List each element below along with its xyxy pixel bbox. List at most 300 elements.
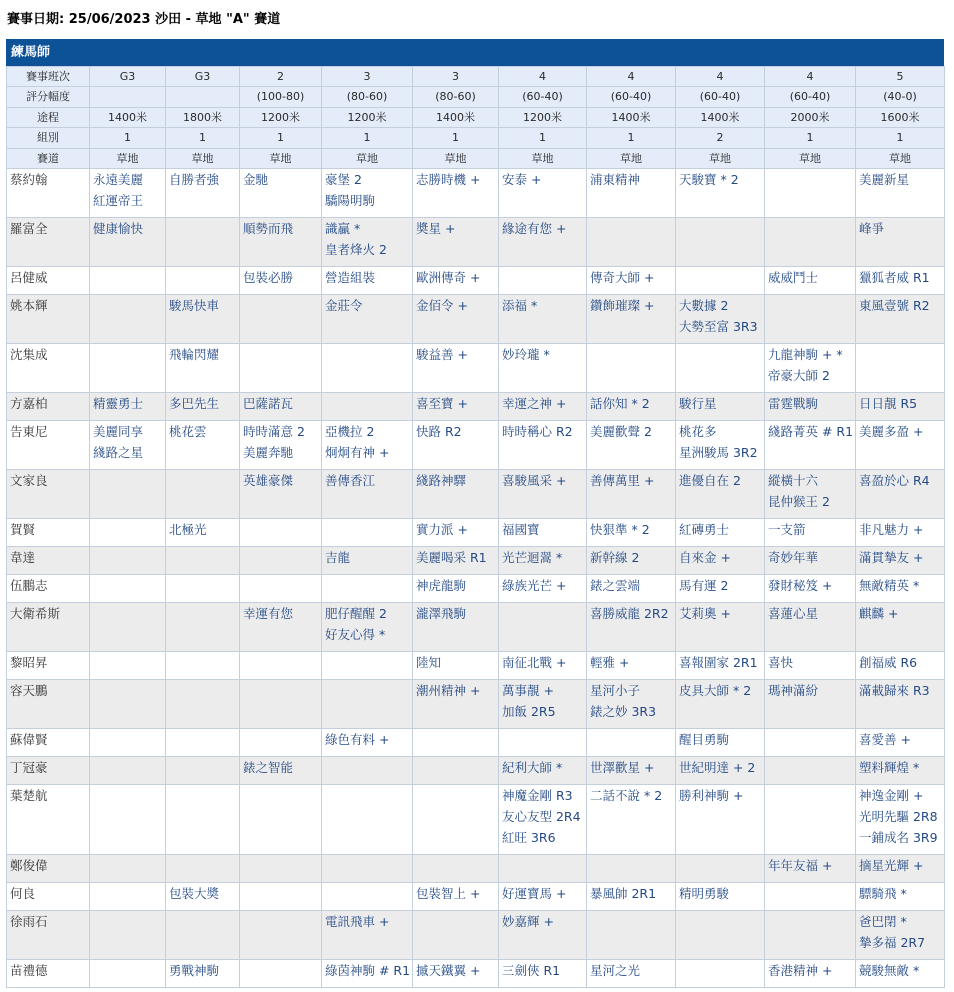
race-entry-cell [166,470,240,519]
race-entry-cell [413,470,499,519]
horse-link[interactable]: 競駿無敵 * [859,963,920,979]
trainer-name: 葉楚航 [7,785,90,855]
rating-range-cell [166,87,240,107]
horse-link[interactable]: 綫路菁英 # R1 [768,424,854,440]
horse-link[interactable]: 錶之妙 3R3 [590,704,657,720]
race-group-cell: 1 [322,128,413,148]
race-entry-cell [856,603,945,652]
rating-range-cell [90,87,166,107]
race-entry-cell [676,295,765,344]
horse-link[interactable]: 加飯 2R5 [502,704,556,720]
horse-link[interactable]: 進優自在 2 [679,473,741,489]
horse-link[interactable]: 幸運之神 + [502,396,567,412]
race-entry-cell [413,855,499,883]
race-entry-cell [676,603,765,652]
horse-link[interactable]: 麒麟 + [859,606,899,622]
race-entry-cell [676,911,765,960]
race-entry-cell [856,421,945,470]
race-entry-cell [587,603,676,652]
horse-link[interactable]: 歐洲傳奇 + [416,270,481,286]
race-entry-cell [499,169,587,218]
race-entry-cell [765,547,856,575]
horse-link[interactable]: 滿載歸來 R3 [859,683,930,699]
race-entry-cell [765,575,856,603]
race-entry-cell [856,519,945,547]
trainer-row [7,680,945,729]
race-entry-cell [499,652,587,680]
race-entry-cell [587,218,676,267]
horse-link[interactable]: 三劍俠 R1 [502,963,561,979]
horse-link[interactable]: 星河之光 [590,963,641,979]
horse-link[interactable]: 威威鬥士 [768,270,819,286]
horse-link[interactable]: 喜愛善 + [859,732,911,748]
race-entry-cell [856,855,945,883]
race-entry-cell [765,267,856,295]
trainer-row [7,547,945,575]
horse-link[interactable]: 電訊飛車 + [325,914,390,930]
horse-link[interactable]: 實力派 + [416,522,468,538]
race-distance-cell: 2000米 [765,107,856,127]
race-entry-cell [856,680,945,729]
race-entry-cell [322,729,413,757]
horse-link[interactable]: 二話不說 * 2 [590,788,663,804]
race-entry-cell [499,344,587,393]
race-entry-cell [499,603,587,652]
race-entry-cell [90,470,166,519]
horse-link[interactable]: 桃花雲 [169,424,207,440]
trainer-panel [6,39,944,988]
horse-link[interactable]: 包裝智上 + [416,886,481,902]
horse-link[interactable]: 縱橫十六 [768,473,819,489]
race-entry-cell [676,519,765,547]
horse-link[interactable]: 浦東精神 [590,172,641,188]
race-class-cell: 4 [587,67,676,87]
race-entry-cell [322,575,413,603]
trainer-row [7,757,945,785]
horse-link[interactable]: 桃花多 [679,424,717,440]
race-entry-cell [240,785,322,855]
horse-link[interactable]: 錶之雲端 [590,578,641,594]
race-track-cell: 草地 [587,148,676,168]
race-entry-cell [587,470,676,519]
race-entry-cell [90,295,166,344]
trainer-name: 羅富全 [7,218,90,267]
horse-link[interactable]: 駿行星 [679,396,717,412]
race-entry-cell [856,547,945,575]
rating-range-cell: (60-40) [499,87,587,107]
horse-link[interactable]: 瀧澤飛駒 [416,606,467,622]
race-entry-cell [676,757,765,785]
horse-link[interactable]: 傳奇大師 + [590,270,655,286]
horse-link[interactable]: 永遠美麗 [93,172,144,188]
race-entry-cell [413,547,499,575]
horse-link[interactable]: 喜至寶 + [416,396,468,412]
horse-link[interactable]: 話你知 * 2 [590,396,650,412]
horse-link[interactable]: 緣途有您 + [502,221,567,237]
horse-link[interactable]: 時時稱心 R2 [502,424,573,440]
trainer-row [7,519,945,547]
race-entry-cell [676,393,765,421]
horse-link[interactable]: 瑪神滿紛 [768,683,819,699]
horse-link[interactable]: 駿益善 + [416,347,468,363]
horse-link[interactable]: 峰爭 [859,221,885,237]
horse-link[interactable]: 幸運有您 [243,606,294,622]
race-entry-cell [240,680,322,729]
horse-link[interactable]: 南征北戰 + [502,655,567,671]
horse-link[interactable]: 香港精神 + [768,963,833,979]
race-entry-cell [765,911,856,960]
race-entry-cell [587,344,676,393]
race-entry-cell [413,729,499,757]
race-entry-cell [765,729,856,757]
horse-link[interactable]: 北極光 [169,522,207,538]
horse-link[interactable]: 非凡魅力 + [859,522,924,538]
horse-link[interactable]: 妙嘉輝 + [502,914,554,930]
race-entry-cell [413,575,499,603]
horse-link[interactable]: 星河小子 [590,683,641,699]
horse-link[interactable]: 神魔金剛 R3 [502,788,573,804]
horse-link[interactable]: 自來金 + [679,550,731,566]
horse-link[interactable]: 奬星 + [416,221,456,237]
horse-link[interactable]: 順勢而飛 [243,221,294,237]
race-entry-cell [90,603,166,652]
race-track-cell: 草地 [676,148,765,168]
race-entry-cell [587,680,676,729]
horse-link[interactable]: 健康愉快 [93,221,144,237]
race-entry-cell [240,575,322,603]
horse-link[interactable]: 摘星光輝 + [859,858,924,874]
horse-link[interactable]: 善傳萬里 + [590,473,655,489]
race-entry-cell [90,547,166,575]
horse-link[interactable]: 福國寶 [502,522,540,538]
horse-link[interactable]: 艾莉奧 + [679,606,731,622]
race-class-cell: 4 [765,67,856,87]
horse-link[interactable]: 美麗奔馳 [243,445,294,461]
horse-link[interactable]: 肥仔醒醒 2 [325,606,387,622]
race-entry-cell [90,344,166,393]
horse-link[interactable]: 神逸金剛 + [859,788,924,804]
race-entry-cell [587,757,676,785]
horse-link[interactable]: 紅運帝王 [93,193,144,209]
horse-link[interactable]: 好運寶馬 + [502,886,567,902]
horse-link[interactable]: 發財秘笈 + [768,578,833,594]
horse-link[interactable]: 陸知 [416,655,442,671]
horse-link[interactable]: 金馳 [243,172,269,188]
race-class-cell: 4 [676,67,765,87]
horse-link[interactable]: 日日靚 R5 [859,396,918,412]
horse-link[interactable]: 快狠準 * 2 [590,522,650,538]
horse-link[interactable]: 巴薩諾瓦 [243,396,294,412]
race-entry-cell [676,267,765,295]
horse-link[interactable]: 綠茵神駒 # R1 [325,963,411,979]
horse-link[interactable]: 驕陽明駒 [325,193,376,209]
race-entry-cell [240,652,322,680]
trainer-name: 容天鵬 [7,680,90,729]
race-entry-cell [856,785,945,855]
race-entry-cell [499,421,587,470]
race-entry-cell [856,218,945,267]
horse-link[interactable]: 喜勝威龍 2R2 [590,606,669,622]
trainer-row [7,421,945,470]
trainer-row [7,344,945,393]
horse-link[interactable]: 善傳香江 [325,473,376,489]
race-entry-cell [322,295,413,344]
header-row-rating-range [7,87,945,107]
race-entry-cell [413,652,499,680]
race-entry-cell [240,883,322,911]
horse-link[interactable]: 雷霆戰駒 [768,396,819,412]
race-entry-cell [166,652,240,680]
race-entry-cell [676,855,765,883]
horse-link[interactable]: 精靈勇士 [93,396,144,412]
race-entry-cell [166,295,240,344]
race-entry-cell [765,883,856,911]
race-entry-cell [90,267,166,295]
horse-link[interactable]: 東風壹號 R2 [859,298,930,314]
race-entry-cell [499,295,587,344]
horse-link[interactable]: 綠族光芒 + [502,578,567,594]
horse-link[interactable]: 馬有運 2 [679,578,729,594]
race-track-cell: 草地 [240,148,322,168]
trainer-name: 何良 [7,883,90,911]
race-entry-cell [856,169,945,218]
horse-link[interactable]: 勇戰神駒 [169,963,220,979]
race-entry-cell [240,218,322,267]
trainer-name: 賀賢 [7,519,90,547]
horse-link[interactable]: 年年友福 + [768,858,833,874]
horse-link[interactable]: 添福 * [502,298,538,314]
horse-link[interactable]: 自勝者強 [169,172,220,188]
race-entry-cell [587,393,676,421]
horse-link[interactable]: 美麗同享 [93,424,144,440]
race-entry-cell [499,393,587,421]
horse-link[interactable]: 一鋪成名 3R9 [859,830,938,846]
rating-range-cell: (80-60) [413,87,499,107]
trainer-row [7,883,945,911]
horse-link[interactable]: 無敵精英 * [859,578,920,594]
rating-range-cell: (60-40) [587,87,676,107]
race-track-cell: 草地 [499,148,587,168]
race-entry-cell [166,680,240,729]
horse-link[interactable]: 星洲駿馬 3R2 [679,445,758,461]
horse-link[interactable]: 友心友型 2R4 [502,809,581,825]
race-entry-cell [413,295,499,344]
trainer-name: 大衛希斯 [7,603,90,652]
horse-link[interactable]: 多巴先生 [169,396,220,412]
race-distance-cell: 1200米 [499,107,587,127]
race-entry-cell [413,169,499,218]
race-entry-cell [166,267,240,295]
race-entry-cell [413,785,499,855]
race-entry-cell [240,519,322,547]
race-entry-cell [240,421,322,470]
horse-link[interactable]: 鑽飾璀璨 + [590,298,655,314]
trainer-name: 徐雨石 [7,911,90,960]
horse-link[interactable]: 昆仲猴王 2 [768,494,830,510]
race-entry-cell [856,267,945,295]
horse-link[interactable]: 精明勇駿 [679,886,730,902]
race-entry-cell [166,393,240,421]
race-entry-cell [166,575,240,603]
race-entry-cell [240,911,322,960]
horse-link[interactable]: 滿貫摯友 + [859,550,924,566]
horse-link[interactable]: 大勢至富 3R3 [679,319,758,335]
race-entry-cell [499,519,587,547]
race-group-cell: 2 [676,128,765,148]
horse-link[interactable]: 摯多福 2R7 [859,935,926,951]
horse-link[interactable]: 紅磚勇士 [679,522,730,538]
horse-link[interactable]: 時時滿意 2 [243,424,305,440]
horse-link[interactable]: 喜報圍家 2R1 [679,655,758,671]
header-label: 賽事班次 [7,67,90,87]
horse-link[interactable]: 一支箭 [768,522,806,538]
horse-link[interactable]: 包裝大奬 [169,886,220,902]
horse-link[interactable]: 驃騎飛 * [859,886,907,902]
race-entry-cell [166,218,240,267]
race-entry-cell [587,169,676,218]
horse-link[interactable]: 識贏 * [325,221,361,237]
header-row-race-track [7,148,945,168]
race-entry-cell [322,960,413,988]
race-entry-cell [765,785,856,855]
trainer-name: 伍鵬志 [7,575,90,603]
horse-link[interactable]: 英雄豪傑 [243,473,294,489]
rating-range-cell: (80-60) [322,87,413,107]
horse-link[interactable]: 九龍神駒 + * [768,347,843,363]
horse-link[interactable]: 爸巴閉 * [859,914,907,930]
race-entry-cell [322,267,413,295]
horse-link[interactable]: 營造組裝 [325,270,376,286]
race-entry-cell [765,421,856,470]
horse-link[interactable]: 紅旺 3R6 [502,830,556,846]
horse-link[interactable]: 天駿寶 * 2 [679,172,739,188]
trainer-name: 鄭俊偉 [7,855,90,883]
horse-link[interactable]: 喜快 [768,655,794,671]
horse-link[interactable]: 萬事靚 + [502,683,554,699]
trainer-row [7,960,945,988]
trainer-rows [7,169,945,988]
race-entry-cell [240,169,322,218]
horse-link[interactable]: 光明先驅 2R8 [859,809,938,825]
horse-link[interactable]: 皇者烽火 2 [325,242,387,258]
race-entry-cell [587,883,676,911]
horse-link[interactable]: 美麗喝采 R1 [416,550,487,566]
race-entry-cell [240,855,322,883]
race-entry-cell [166,883,240,911]
horse-link[interactable]: 喜駿風采 + [502,473,567,489]
horse-link[interactable]: 志勝時機 + [416,172,481,188]
horse-link[interactable]: 世紀明達 + 2 [679,760,756,776]
horse-link[interactable]: 綠色有料 + [325,732,390,748]
horse-link[interactable]: 摵天鐵翼 + [416,963,481,979]
horse-link[interactable]: 新幹線 2 [590,550,640,566]
horse-link[interactable]: 飛輪閃耀 [169,347,220,363]
race-class-cell: G3 [90,67,166,87]
race-entry-cell [322,421,413,470]
race-entry-cell [240,547,322,575]
horse-link[interactable]: 光芒迴翯 * [502,550,563,566]
horse-link[interactable]: 綫路神驛 [416,473,467,489]
race-entry-cell [765,295,856,344]
horse-link[interactable]: 喜蓮心星 [768,606,819,622]
horse-link[interactable]: 喜盈於心 R4 [859,473,930,489]
horse-link[interactable]: 包裝必勝 [243,270,294,286]
horse-link[interactable]: 美麗歡聲 2 [590,424,652,440]
horse-link[interactable]: 潮州精神 + [416,683,481,699]
race-entry-cell [90,421,166,470]
horse-link[interactable]: 好友心得 * [325,627,386,643]
horse-link[interactable]: 奇妙年華 [768,550,819,566]
race-entry-cell [499,757,587,785]
race-entry-cell [676,169,765,218]
horse-link[interactable]: 駿馬快車 [169,298,220,314]
race-entry-cell [856,911,945,960]
horse-link[interactable]: 快路 R2 [416,424,462,440]
race-entry-cell [856,393,945,421]
horse-link[interactable]: 豪堡 2 [325,172,362,188]
horse-link[interactable]: 吉龍 [325,550,351,566]
horse-link[interactable]: 創福威 R6 [859,655,918,671]
horse-link[interactable]: 勝利神駒 + [679,788,744,804]
race-entry-cell [90,393,166,421]
horse-link[interactable]: 塑料輝煌 * [859,760,920,776]
horse-link[interactable]: 暴風帥 2R1 [590,886,657,902]
horse-link[interactable]: 醒目勇駒 [679,732,730,748]
race-track-cell: 草地 [90,148,166,168]
trainer-row [7,652,945,680]
horse-link[interactable]: 安泰 + [502,172,542,188]
horse-link[interactable]: 錶之智能 [243,760,294,776]
horse-link[interactable]: 亞機拉 2 [325,424,375,440]
race-entry-cell [676,960,765,988]
horse-link[interactable]: 神虎龍駒 [416,578,467,594]
race-entry-cell [587,267,676,295]
trainer-name: 告東尼 [7,421,90,470]
horse-link[interactable]: 金佰令 + [416,298,468,314]
race-entry-cell [240,470,322,519]
race-entry-cell [856,652,945,680]
horse-link[interactable]: 綫路之星 [93,445,144,461]
race-entry-cell [166,785,240,855]
horse-link[interactable]: 世澤歡星 + [590,760,655,776]
horse-link[interactable]: 紀利大師 * [502,760,563,776]
horse-link[interactable]: 大數據 2 [679,298,729,314]
trainer-row [7,855,945,883]
horse-link[interactable]: 皮具大師 * 2 [679,683,752,699]
race-distance-cell: 1400米 [676,107,765,127]
race-entry-cell [322,169,413,218]
race-distance-cell: 1800米 [166,107,240,127]
race-entry-cell [856,295,945,344]
trainer-row [7,218,945,267]
race-entry-cell [765,393,856,421]
horse-link[interactable]: 美麗新星 [859,172,910,188]
race-entry-cell [166,519,240,547]
race-entry-cell [240,603,322,652]
race-entry-cell [413,519,499,547]
race-entry-cell [322,855,413,883]
horse-link[interactable]: 炯炯有神 + [325,445,390,461]
race-entry-cell [587,785,676,855]
horse-link[interactable]: 獵狐者威 R1 [859,270,930,286]
horse-link[interactable]: 帝豪大師 2 [768,368,830,384]
horse-link[interactable]: 輕雅 + [590,655,630,671]
horse-link[interactable]: 妙玲瓏 * [502,347,550,363]
horse-link[interactable]: 美麗多盈 + [859,424,924,440]
trainer-name: 方嘉柏 [7,393,90,421]
race-entry-cell [413,393,499,421]
horse-link[interactable]: 金莊令 [325,298,363,314]
